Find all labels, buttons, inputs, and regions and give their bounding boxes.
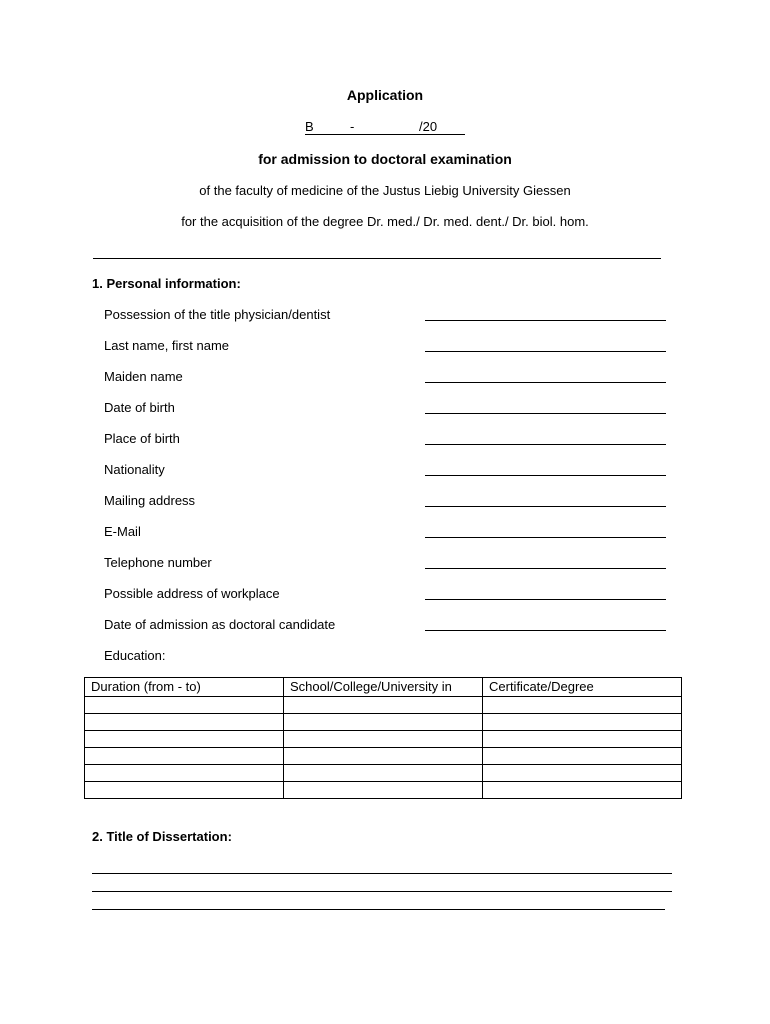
education-table	[84, 677, 682, 799]
table-cell[interactable]	[483, 697, 682, 714]
dissertation-title-line[interactable]	[92, 891, 672, 892]
degree-line: for the acquisition of the degree Dr. med./ Dr. med. dent./ Dr. biol. hom.	[181, 214, 589, 229]
table-cell[interactable]	[85, 748, 284, 765]
table-cell[interactable]	[483, 731, 682, 748]
table-cell[interactable]	[483, 782, 682, 799]
table-row	[85, 748, 682, 765]
table-cell[interactable]	[483, 714, 682, 731]
table-cell[interactable]	[284, 697, 483, 714]
field-input-place-of-birth[interactable]	[425, 444, 666, 445]
field-input-name[interactable]	[425, 351, 666, 352]
reference-year: /20	[419, 119, 438, 134]
table-header-row	[85, 678, 682, 697]
field-label-workplace-address: Possible address of workplace	[104, 586, 280, 601]
field-input-nationality[interactable]	[425, 475, 666, 476]
table-cell[interactable]	[85, 782, 284, 799]
column-header-duration: Duration (from - to)	[85, 678, 284, 697]
table-row	[85, 765, 682, 782]
table-row	[85, 697, 682, 714]
table-cell[interactable]	[85, 714, 284, 731]
education-label: Education:	[104, 648, 166, 663]
table-cell[interactable]	[85, 765, 284, 782]
field-input-mailing-address[interactable]	[425, 506, 666, 507]
field-label-maiden-name: Maiden name	[104, 369, 183, 384]
personal-info-heading: 1. Personal information:	[92, 276, 241, 291]
field-input-admission-date[interactable]	[425, 630, 666, 631]
field-input-date-of-birth[interactable]	[425, 413, 666, 414]
separator-line	[93, 258, 661, 259]
table-cell[interactable]	[284, 765, 483, 782]
table-cell[interactable]	[284, 748, 483, 765]
table-cell[interactable]	[483, 765, 682, 782]
field-label-nationality: Nationality	[104, 462, 165, 477]
table-cell[interactable]	[284, 731, 483, 748]
table-row	[85, 782, 682, 799]
dissertation-title-line[interactable]	[92, 873, 672, 874]
page-title: Application	[346, 87, 424, 103]
field-input-maiden-name[interactable]	[425, 382, 666, 383]
field-label-place-of-birth: Place of birth	[104, 431, 180, 446]
table-cell[interactable]	[284, 714, 483, 731]
table-row	[85, 731, 682, 748]
field-label-mailing-address: Mailing address	[104, 493, 196, 508]
field-input-title[interactable]	[425, 320, 666, 321]
field-label-name: Last name, first name	[104, 338, 229, 353]
field-label-telephone: Telephone number	[104, 555, 212, 570]
field-label-title: Possession of the title physician/dentist	[104, 307, 331, 322]
table-cell[interactable]	[483, 748, 682, 765]
table-cell[interactable]	[284, 782, 483, 799]
field-input-workplace-address[interactable]	[425, 599, 666, 600]
dissertation-heading: 2. Title of Dissertation:	[92, 829, 232, 844]
column-header-school: School/College/University in	[284, 678, 483, 697]
faculty-line: of the faculty of medicine of the Justus Liebig University Giessen	[199, 183, 571, 198]
table-cell[interactable]	[85, 731, 284, 748]
column-header-certificate: Certificate/Degree	[483, 678, 682, 697]
reference-dash: -	[350, 119, 355, 134]
field-label-date-of-birth: Date of birth	[104, 400, 175, 415]
subtitle: for admission to doctoral examination	[258, 151, 512, 167]
table-cell[interactable]	[85, 697, 284, 714]
field-input-telephone[interactable]	[425, 568, 666, 569]
reference-number-field[interactable]	[305, 119, 465, 135]
field-label-admission-date: Date of admission as doctoral candidate	[104, 617, 336, 632]
dissertation-title-line[interactable]	[92, 909, 665, 910]
field-input-email[interactable]	[425, 537, 666, 538]
field-label-email: E-Mail	[104, 524, 141, 539]
table-row	[85, 714, 682, 731]
reference-prefix: B	[305, 119, 314, 134]
